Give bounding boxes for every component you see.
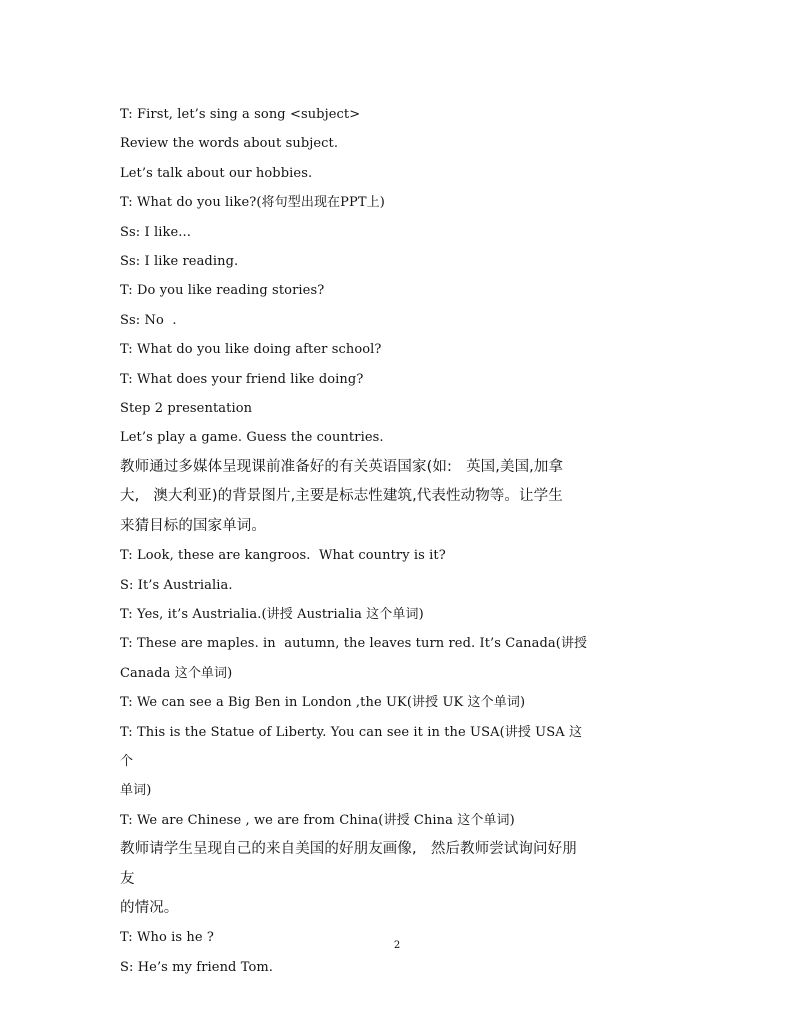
text-line: T: Look, these are kangroos. What country is it? [120, 548, 446, 564]
text-line: 的情况。 [120, 899, 179, 916]
text-line: T: These are maples. in autumn, the leaves turn red. It’s Canada(讲授 [120, 636, 588, 652]
page-number: 2 [393, 940, 401, 951]
text-line: 来猜目标的国家单词。 [120, 517, 266, 534]
text-line: Ss: I like reading. [120, 254, 239, 270]
text-line: T: First, let’s sing a song <subject> [120, 107, 361, 122]
text-line: 教师请学生呈现自己的来自美国的好朋友画像, 然后教师尝试询问好朋友 [120, 841, 577, 887]
text-line: T: What do you like doing after school? [120, 342, 382, 358]
text-line: T: Do you like reading stories? [120, 283, 325, 299]
text-line: T: Who is he ? [120, 930, 214, 946]
text-line: Ss: No . [120, 312, 177, 328]
text-line: 大, 澳大利亚)的背景图片,主要是标志性建筑,代表性动物等。让学生 [120, 488, 563, 505]
text-line: Ss: I like... [120, 224, 191, 240]
text-line: T: What do you like?(将句型出现在PPT上) [120, 195, 385, 211]
text-line: Let’s play a game. Guess the countries. [120, 430, 384, 446]
document-body [120, 100, 590, 982]
text-line: 教师通过多媒体呈现课前准备好的有关英语国家(如: 英国,美国,加拿 [120, 458, 564, 475]
text-line: Review the words about subject. [120, 136, 339, 152]
text-line: T: Yes, it’s Austrialia.(讲授 Austrialia 这个单词) [120, 606, 424, 622]
text-line: T: We are Chinese , we are from China(讲授 China 这个单词) [120, 812, 515, 828]
text-line: S: It’s Austrialia. [120, 577, 233, 593]
text-line: T: What does your friend like doing? [120, 371, 364, 387]
text-line: Canada 这个单词) [120, 665, 233, 681]
text-line: 单词) [120, 783, 152, 799]
text-line: S: He’s my friend Tom. [120, 959, 274, 975]
text-line: T: This is the Statue of Liberty. You can see it in the USA(讲授 USA 这个 [120, 724, 583, 769]
text-line: Let’s talk about our hobbies. [120, 165, 313, 181]
text-line: T: We can see a Big Ben in London ,the UK(讲授 UK 这个单词) [120, 695, 526, 711]
text-line: Step 2 presentation [120, 401, 253, 417]
